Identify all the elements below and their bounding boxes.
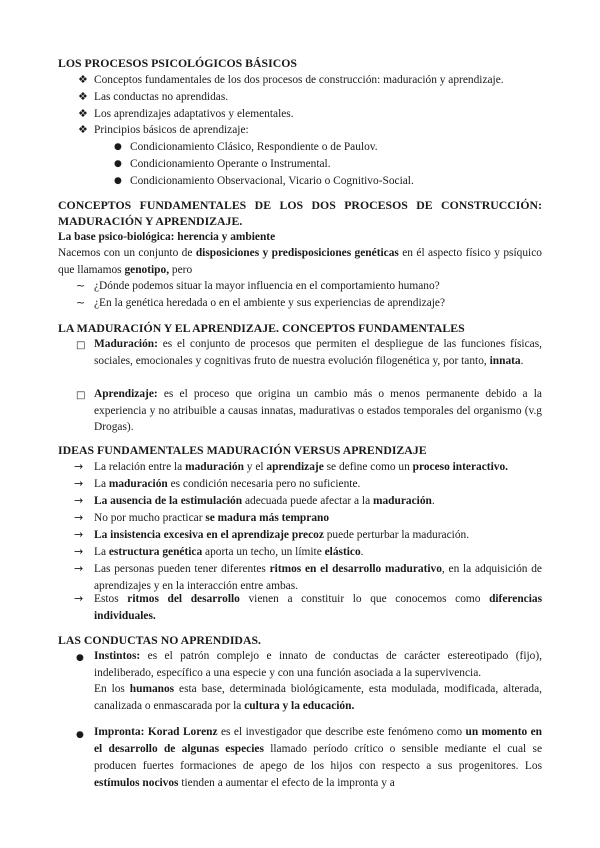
arrow-bullet-icon: → [74, 528, 84, 541]
diamond-bullet-icon: ❖ [78, 107, 88, 120]
idea-item: Las personas pueden tener diferentes ritmos en el desarrollo madurativo, en la adquisición de aprendizajes y en la interacción entre ambas. [94, 563, 542, 592]
section-title-procesos: LOS PROCESOS PSICOLÓGICOS BÁSICOS [58, 56, 297, 70]
idea-item: No por mucho practicar se madura más temprano [94, 512, 330, 524]
tilde-bullet-icon: ~ [76, 279, 86, 292]
idea-item: La estructura genética aporta un techo, un límite elástico. [94, 546, 364, 558]
section-title-conceptos: CONCEPTOS FUNDAMENTALES DE LOS DOS PROCESOS DE CONSTRUCCIÓN: [58, 198, 542, 212]
list-item: Los aprendizajes adaptativos y elementales. [94, 108, 294, 120]
question-item: ¿Dónde podemos situar la mayor influencia en el comportamiento humano? [94, 280, 440, 292]
arrow-bullet-icon: → [74, 562, 84, 575]
bullet-icon: ● [76, 653, 84, 663]
idea-item: La maduración es condición necesaria pero no suficiente. [94, 478, 361, 490]
arrow-bullet-icon: → [74, 477, 84, 490]
bullet-icon: ● [76, 730, 84, 740]
paragraph-genotipo: Nacemos con un conjunto de disposiciones y predisposiciones genéticas en él aspecto físico y psíquico que llamamos genotipo, pero [58, 247, 542, 276]
diamond-bullet-icon: ❖ [78, 90, 88, 103]
question-item: ¿En la genética heredada o en el ambiente y sus experiencias de aprendizaje? [94, 297, 446, 309]
arrow-bullet-icon: → [74, 592, 84, 605]
section-title-ideas: IDEAS FUNDAMENTALES MADURACIÓN VERSUS APRENDIZAJE [58, 443, 427, 457]
subtitle-base-psicobiologica: La base psico-biológica: herencia y ambiente [58, 231, 276, 243]
section-title-conceptos-line2: MADURACIÓN Y APRENDIZAJE. [58, 214, 243, 228]
list-item: Principios básicos de aprendizaje: [94, 124, 249, 136]
bullet-icon: ● [114, 142, 122, 152]
sub-list-item: Condicionamiento Clásico, Respondiente o de Paulov. [130, 141, 378, 153]
tilde-bullet-icon: ~ [76, 296, 86, 309]
bullet-icon: ● [114, 176, 122, 186]
definition-maduracion: Maduración: es el conjunto de procesos que permiten el despliegue de las funciones físicas, sociales, emocionales y cognitivas fruto de nuestra evolución filogenética y, por tanto, innata. [94, 338, 542, 367]
diamond-bullet-icon: ❖ [78, 123, 88, 136]
sub-list-item: Condicionamiento Operante o Instrumental. [130, 158, 331, 170]
section-title-maduracion: LA MADURACIÓN Y EL APRENDIZAJE. CONCEPTOS FUNDAMENTALES [58, 321, 465, 335]
idea-item: La ausencia de la estimulación adecuada puede afectar a la maduración. [94, 495, 435, 507]
bullet-icon: ● [114, 159, 122, 169]
arrow-bullet-icon: → [74, 545, 84, 558]
checkbox-bullet-icon: □ [76, 390, 86, 401]
idea-item: La insistencia excesiva en el aprendizaje precoz puede perturbar la maduración. [94, 529, 470, 541]
list-item: Las conductas no aprendidas. [94, 91, 229, 103]
idea-item: Estos ritmos del desarrollo vienen a constituir lo que conocemos como diferencias individuales. [94, 593, 542, 622]
paragraph-humanos: En los humanos esta base, determinada biológicamente, esta modulada, modificada, alterada, canalizada o enmascarada por la cultura y la educación. [94, 683, 542, 712]
arrow-bullet-icon: → [74, 511, 84, 524]
definition-aprendizaje: Aprendizaje: es el proceso que origina un cambio más o menos permanente debido a la experiencia y no atribuible a causas innatas, madurativas o estados temporales del organismo (v.g Drogas). [94, 388, 542, 433]
arrow-bullet-icon: → [74, 460, 84, 473]
arrow-bullet-icon: → [74, 494, 84, 507]
checkbox-bullet-icon: □ [76, 340, 86, 351]
list-item: Conceptos fundamentales de los dos procesos de construcción: maduración y aprendizaje. [94, 74, 504, 86]
diamond-bullet-icon: ❖ [78, 73, 88, 86]
section-title-conductas: LAS CONDUCTAS NO APRENDIDAS. [58, 633, 261, 647]
definition-impronta: Impronta: Korad Lorenz es el investigador que describe este fenómeno como un momento en el desarrollo de algunas especies llamado período crítico o sensible mediante el cual se producen fuertes formaciones de apego de los hijos con respecto a sus progenitores. Los estímulos nocivos tienden a aumentar el efecto de la impronta y a [94, 726, 543, 789]
definition-instintos: Instintos: es el patrón complejo e innato de conductas de carácter estereotipado (fijo), indeliberado, específico a una especie y con una función asociada a la supervivencia. [94, 650, 542, 679]
sub-list-item: Condicionamiento Observacional, Vicario o Cognitivo-Social. [130, 175, 414, 187]
idea-item: La relación entre la maduración y el aprendizaje se define como un proceso interactivo. [94, 461, 508, 473]
